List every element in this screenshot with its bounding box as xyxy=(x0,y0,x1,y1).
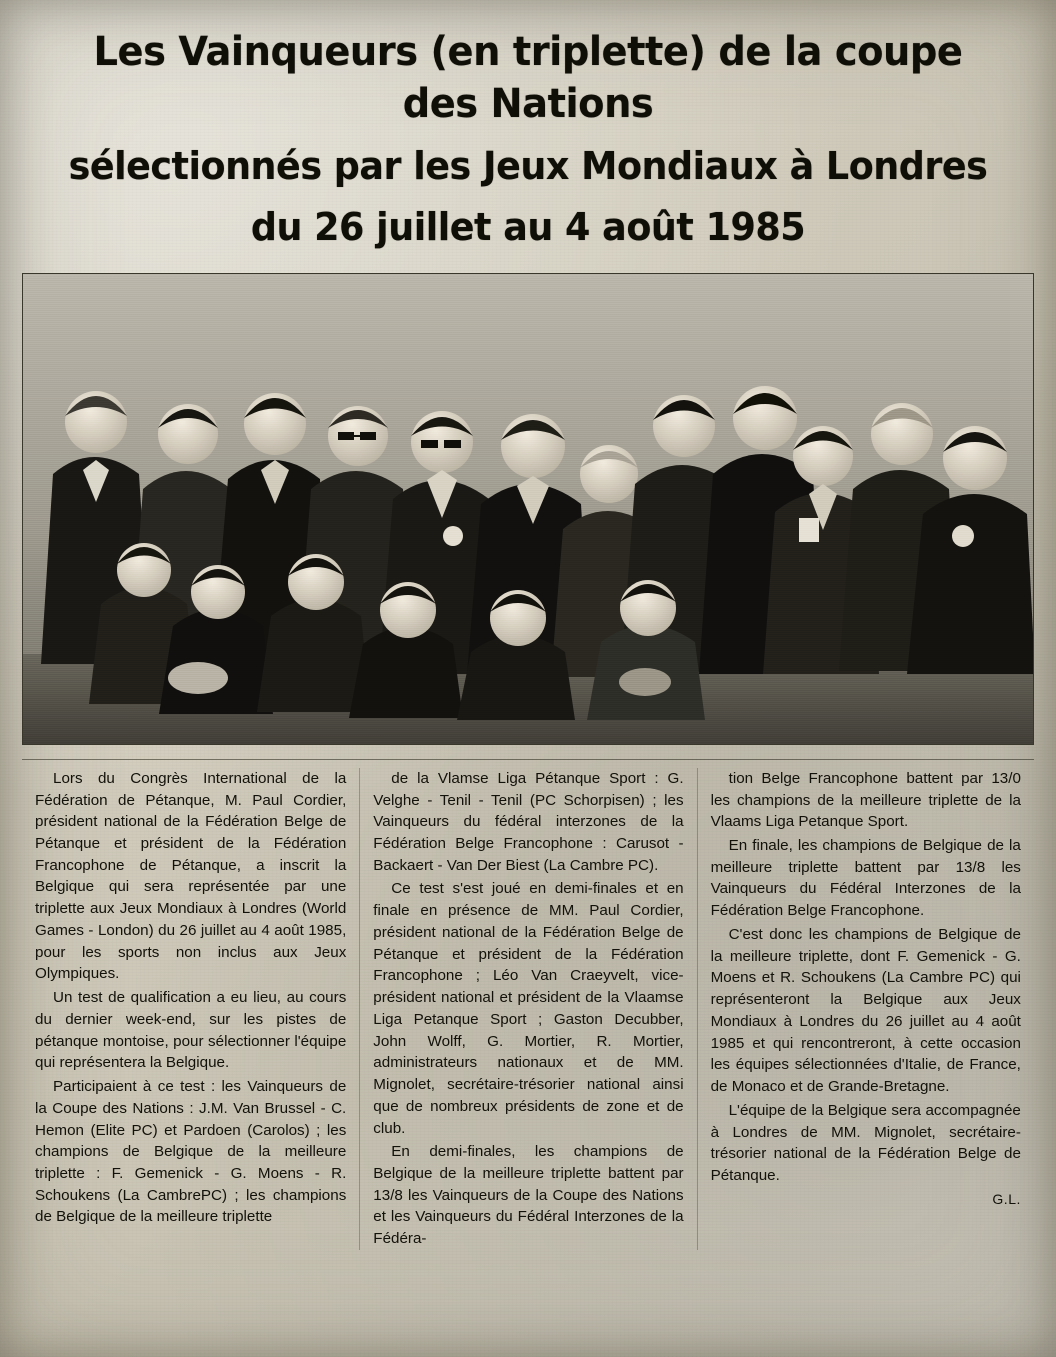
article-signature: G.L. xyxy=(992,1190,1021,1207)
paragraph: Participaient à ce test : les Vainqueurs de la Coupe des Nations : J.M. Van Brussel - C. Hemon (Elite PC) et Pardoen (Carolos) ; les champions de Belgique de la meilleure triplette : F. Gemenick - G. Moens - R. Schoukens (La CambrePC) ; les champions de Belgique de la meilleure triplette xyxy=(35,1078,347,1226)
paragraph: En finale, les champions de Belgique de la meilleure triplette battent par 13/8 les Vainqueurs du Fédéral Interzones de la Fédération Belge Francophone. xyxy=(710,836,1021,920)
headline-line-1: Les Vainqueurs (en triplette) de la coupe des Nations xyxy=(93,29,963,127)
paragraph: tion Belge Francophone battent par 13/0 les champions de la meilleure triplette de la Vlaams Liga Petanque Sport. xyxy=(710,769,1021,831)
paragraph: Un test de qualification a eu lieu, au cours du dernier week-end, sur les pistes de pétanque montoise, pour sélectionner l'équipe qui représentera la Belgique. xyxy=(35,989,347,1072)
photo-illustration xyxy=(23,274,1033,744)
article-column-2 xyxy=(359,768,696,1250)
paragraph: L'équipe de la Belgique sera accompagnée à Londres de MM. Mignolet, secrétaire-trésorier national de la Fédération Belge de Pétanque. xyxy=(710,1101,1021,1184)
paragraph: Ce test s'est joué en demi-finales et en finale en présence de MM. Paul Cordier, président national de la Fédération Belge de Pétanque et président de la Fédération Francophone ; Léo Van Craeyvelt, vice-président national et président de la Vlaamse Liga Petanque Sport ; Gaston Decubber, John Wolff, G. Mortier, R. Mortier, administrateurs nationaux et de MM. Mignolet, secrétaire-trésorier national ainsi que de nombreux présidents de zone et de club. xyxy=(373,880,684,1137)
article-column-1 xyxy=(22,768,359,1250)
paragraph: En demi-finales, les champions de Belgique de la meilleure triplette battent par 13/8 les Vainqueurs de la Coupe des Nations et les Vainqueurs du Fédéral Interzones de la Fédéra- xyxy=(373,1143,684,1248)
team-group-photo xyxy=(22,273,1034,745)
article-body xyxy=(22,759,1034,1250)
article-column-3 xyxy=(697,768,1034,1250)
headline-line-3: du 26 juillet au 4 août 1985 xyxy=(250,205,806,250)
headline-line-2: sélectionnés par les Jeux Mondiaux à Londres xyxy=(68,144,988,188)
paragraph: de la Vlamse Liga Pétanque Sport : G. Velghe - Tenil - Tenil (PC Schorpisen) ; les Vainqueurs du fédéral interzones de la Fédération Belge Francophone : Carusot - Backaert - Van Der Biest (La Cambre PC). xyxy=(373,769,684,874)
paragraph: C'est donc les champions de Belgique de la meilleure triplette, dont F. Gemenick - G. Moens et R. Schoukens (La Cambre PC) qui représenteront la Belgique aux Jeux Mondiaux à Londres du 26 juillet au 4 août 1985 et qui rencontreront, à cette occasion les équipes sélectionnées d'Italie, de France, de Monaco et de Grande-Bretagne. xyxy=(710,925,1021,1096)
headline-block xyxy=(0,0,1056,259)
paragraph: Lors du Congrès International de la Fédération de Pétanque, M. Paul Cordier, président national de la Fédération Belge de Pétanque et président de la Fédération Francophone de Pétanque, a inscrit la Belgique qui sera représentée par une triplette aux Jeux Mondiaux à Londres (World Games - London) du 26 juillet au 4 août 1985, pour les sports non inclus aux Jeux Olympiques. xyxy=(35,769,347,983)
